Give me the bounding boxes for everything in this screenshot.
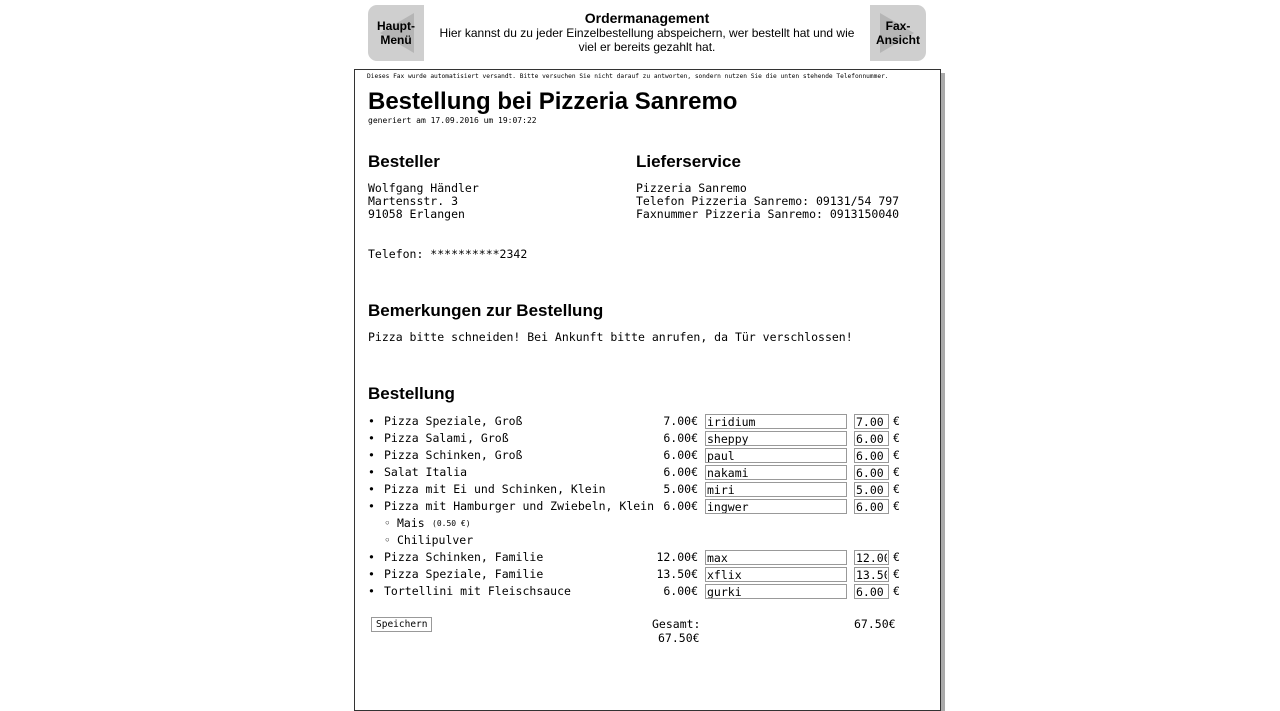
customer-address: Wolfgang Händler Martensstr. 3 91058 Erlangen <box>368 181 479 221</box>
fax-notice: Dieses Fax wurde automatisiert versandt. Bitte versuchen Sie nicht darauf zu antworten, sondern nutzen Sie die unten stehende Telefonnummer. <box>367 73 889 80</box>
bullet-icon: • <box>368 414 375 428</box>
extra-item <box>368 532 928 549</box>
item-name: Pizza mit Hamburger und Zwiebeln, Klein <box>384 499 655 513</box>
extra-name: Mais <box>397 516 425 530</box>
currency-label: € <box>893 431 900 445</box>
item-name: Tortellini mit Fleischsauce <box>384 584 571 598</box>
order-item <box>368 583 928 600</box>
main-menu-label: Haupt- Menü <box>377 19 415 47</box>
currency-label: € <box>893 414 900 428</box>
paid-input[interactable] <box>854 414 889 429</box>
bullet-icon: • <box>368 567 375 581</box>
order-item <box>368 566 928 583</box>
order-item <box>368 481 928 498</box>
paid-input[interactable] <box>854 584 889 599</box>
item-price: 12.00€ <box>656 550 698 564</box>
bullet-icon: • <box>368 431 375 445</box>
item-price: 13.50€ <box>656 567 698 581</box>
currency-label: € <box>893 550 900 564</box>
currency-label: € <box>893 567 900 581</box>
currency-label: € <box>893 499 900 513</box>
bullet-icon: • <box>368 499 375 513</box>
orderer-input[interactable] <box>705 499 847 514</box>
currency-label: € <box>893 465 900 479</box>
orderer-input[interactable] <box>705 448 847 463</box>
customer-phone: Telefon: **********2342 <box>368 247 528 261</box>
item-name: Salat Italia <box>384 465 468 479</box>
total-label: Gesamt: <box>652 617 701 631</box>
bullet-icon: • <box>368 550 375 564</box>
currency-label: € <box>893 584 900 598</box>
remarks-text: Pizza bitte schneiden! Bei Ankunft bitte anrufen, da Tür verschlossen! <box>368 330 853 344</box>
main-menu-button[interactable] <box>368 5 424 61</box>
paid-input[interactable] <box>854 567 889 582</box>
bullet-icon: • <box>368 482 375 496</box>
item-name: Pizza Speziale, Familie <box>384 567 544 581</box>
order-title: Bestellung bei Pizzeria Sanremo <box>368 88 738 115</box>
circle-bullet-icon: ◦ <box>384 533 391 547</box>
page-subtitle: Hier kannst du zu jeder Einzelbestellung abspeichern, wer bestellt hat und wie viel er bereits gezahlt hat. <box>439 26 855 54</box>
fax-view-label: Fax- Ansicht <box>875 19 920 47</box>
remarks-heading: Bemerkungen zur Bestellung <box>368 301 604 320</box>
fax-view-button[interactable] <box>870 5 926 61</box>
item-price: 7.00€ <box>663 414 698 428</box>
page-title: Ordermanagement <box>584 10 710 26</box>
extra-price: (0.50 €) <box>432 519 471 528</box>
fax-document <box>354 69 941 711</box>
customer-heading: Besteller <box>368 152 440 171</box>
paid-input[interactable] <box>854 482 889 497</box>
order-heading: Bestellung <box>368 384 455 403</box>
order-item <box>368 430 928 447</box>
orderer-input[interactable] <box>705 465 847 480</box>
orderer-input[interactable] <box>705 482 847 497</box>
item-name: Pizza Salami, Groß <box>384 431 509 445</box>
item-price: 5.00€ <box>663 482 698 496</box>
currency-label: € <box>893 482 900 496</box>
orderer-input[interactable] <box>705 584 847 599</box>
item-name: Pizza mit Ei und Schinken, Klein <box>384 482 606 496</box>
service-heading: Lieferservice <box>636 152 741 171</box>
order-item <box>368 464 928 481</box>
item-name: Pizza Schinken, Familie <box>384 550 544 564</box>
order-item <box>368 413 928 430</box>
orderer-input[interactable] <box>705 431 847 446</box>
item-name: Pizza Speziale, Groß <box>384 414 523 428</box>
orderer-input[interactable] <box>705 567 847 582</box>
item-price: 6.00€ <box>663 465 698 479</box>
bullet-icon: • <box>368 584 375 598</box>
header-center <box>424 5 870 61</box>
order-total: 67.50€ <box>658 631 700 645</box>
item-price: 6.00€ <box>663 431 698 445</box>
bullet-icon: • <box>368 465 375 479</box>
service-address: Pizzeria Sanremo Telefon Pizzeria Sanremo: 09131/54 797 Faxnummer Pizzeria Sanremo: 0913150040 <box>636 181 900 221</box>
item-name: Pizza Schinken, Groß <box>384 448 523 462</box>
item-price: 6.00€ <box>663 499 698 513</box>
orderer-input[interactable] <box>705 550 847 565</box>
extra-name: Chilipulver <box>397 533 474 547</box>
orderer-input[interactable] <box>705 414 847 429</box>
order-item <box>368 498 928 515</box>
extra-item <box>368 515 928 532</box>
currency-label: € <box>893 448 900 462</box>
bullet-icon: • <box>368 448 375 462</box>
save-button[interactable]: Speichern <box>371 617 432 632</box>
order-item <box>368 549 928 566</box>
circle-bullet-icon: ◦ <box>384 516 391 530</box>
paid-input[interactable] <box>854 550 889 565</box>
paid-input[interactable] <box>854 448 889 463</box>
paid-input[interactable] <box>854 465 889 480</box>
generated-timestamp: generiert am 17.09.2016 um 19:07:22 <box>368 116 537 125</box>
item-price: 6.00€ <box>663 448 698 462</box>
paid-input[interactable] <box>854 431 889 446</box>
paid-input[interactable] <box>854 499 889 514</box>
order-item <box>368 447 928 464</box>
item-price: 6.00€ <box>663 584 698 598</box>
paid-total: 67.50€ <box>854 617 896 631</box>
header-bar <box>368 5 926 61</box>
